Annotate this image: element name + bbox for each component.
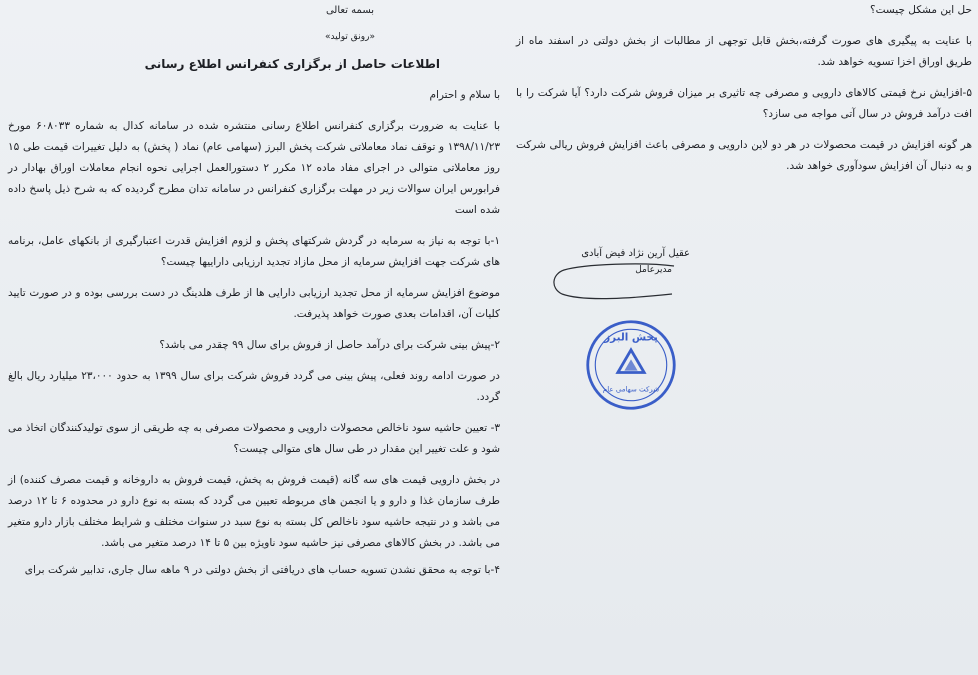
answer-4: با عنایت به پیگیری های صورت گرفته،بخش قابل توجهی از مطالبات از بخش دولتی در اسفند ماه از طریق اوراق اخزا تسویه خواهد شد. — [516, 35, 972, 68]
seal-bottom-text: شرکت سهامی عام — [602, 384, 660, 394]
seal-logo-icon — [618, 350, 644, 373]
question-4-continued: حل این مشکل چیست؟ — [870, 4, 972, 16]
signatory-name: عقیل آرین نژاد فیض آبادی — [581, 248, 690, 259]
signature-block — [540, 248, 690, 275]
company-seal — [584, 318, 678, 412]
letter-page-left — [8, 0, 500, 581]
answer-3: در بخش دارویی قیمت های سه گانه (قیمت فروش به پخش، قیمت فروش به داروخانه و قیمت مصرف کننده) از طرف سازمان غذا و دارو و یا انجمن های مربوطه تعیین می گردد که بسته به نوع دارو در محدوده ۶ تا ۱۲ درصد می باشد و در نتیجه حاشیه سود ناخالص کل بسته به نوع سبد در سنوات مختلف و شرایط مختلف بازار دارو متغیر می باشد. در بخش کالاهای مصرفی نیز حاشیه سود ناویژه بین ۵ تا ۱۴ درصد متغیر می باشد. — [8, 474, 501, 549]
answer-2: در صورت ادامه روند فعلی، پیش بینی می گردد فروش شرکت برای سال ۱۳۹۹ به حدود ۲۳،۰۰۰ میلیارد ریال بالغ گردد. — [8, 370, 500, 403]
question-3: ۳- تعیین حاشیه سود ناخالص محصولات دارویی و محصولات مصرفی به چه طریقی از سوی تولیدکنندگان اتخاذ می شود و علت تغییر این مقدار در طی سال های متوالی چیست؟ — [8, 422, 500, 455]
seal-top-text: پخش البرز — [604, 331, 658, 344]
intro-paragraph: با عنایت به ضرورت برگزاری کنفرانس اطلاع رسانی منتشره شده در سامانه کدال به شماره ۶۰۸۰۳۳ مورخ ۱۳۹۸/۱۱/۲۳ و توقف نماد معاملاتی شرکت پخش البرز (سهامی عام) نماد ( پخش) به دلیل تغییرات قیمت طی ۱۵ روز معاملاتی متوالی در اجرای مفاد ماده ۱۲ مکرر ۲ دستورالعمل اجرایی نحوه انجام معاملات اوراق بهادار در فرابورس ایران سوالات زیر در مهلت برگزاری کنفرانس در سامانه تدان مطرح گردیده که به شرح ذیل پاسخ داده شده است — [8, 120, 501, 216]
question-4: ۴-با توجه به محقق نشدن تسویه حساب های دریافتی از بخش دولتی در ۹ ماهه سال جاری، تدابیر شرکت برای — [24, 564, 500, 576]
greeting: با سلام و احترام — [429, 89, 500, 101]
answer-1: موضوع افزایش سرمایه از محل تجدید ارزیابی دارایی ها از طرف هلدینگ در دست بررسی بوده و در صورت تایید کلیات آن، اقدامات بعدی صورت خواهد پذیرفت. — [8, 287, 500, 320]
question-2: ۲-پیش بینی شرکت برای درآمد حاصل از فروش برای سال ۹۹ چقدر می باشد؟ — [159, 339, 500, 351]
signatory-role: مدیرعامل — [635, 265, 672, 275]
slogan: «رونق تولید» — [325, 32, 375, 42]
letter-page-right — [516, 0, 972, 177]
bismillah-heading: بسمه تعالی — [325, 5, 375, 16]
handwritten-signature — [544, 258, 684, 308]
question-5: ۵-افزایش نرخ قیمتی کالاهای دارویی و مصرفی چه تاثیری بر میزان فروش شرکت دارد؟ آیا شرکت را با افت درآمد فروش در سال آتی مواجه می سازد؟ — [516, 87, 972, 120]
answer-5: هر گونه افزایش در قیمت محصولات در هر دو لاین دارویی و مصرفی باعث افزایش فروش ریالی شرکت و به دنبال آن افزایش سودآوری خواهد شد. — [516, 139, 972, 172]
letter-title: اطلاعات حاصل از برگزاری کنفرانس اطلاع رسانی — [144, 57, 440, 71]
question-1: ۱-با توجه به نیاز به سرمایه در گردش شرکتهای پخش و لزوم افزایش قدرت اعتبارگیری از بانکهای عامل، برنامه های شرکت جهت افزایش سرمایه از محل مازاد تجدید ارزیابی داراییها چیست؟ — [8, 235, 500, 268]
